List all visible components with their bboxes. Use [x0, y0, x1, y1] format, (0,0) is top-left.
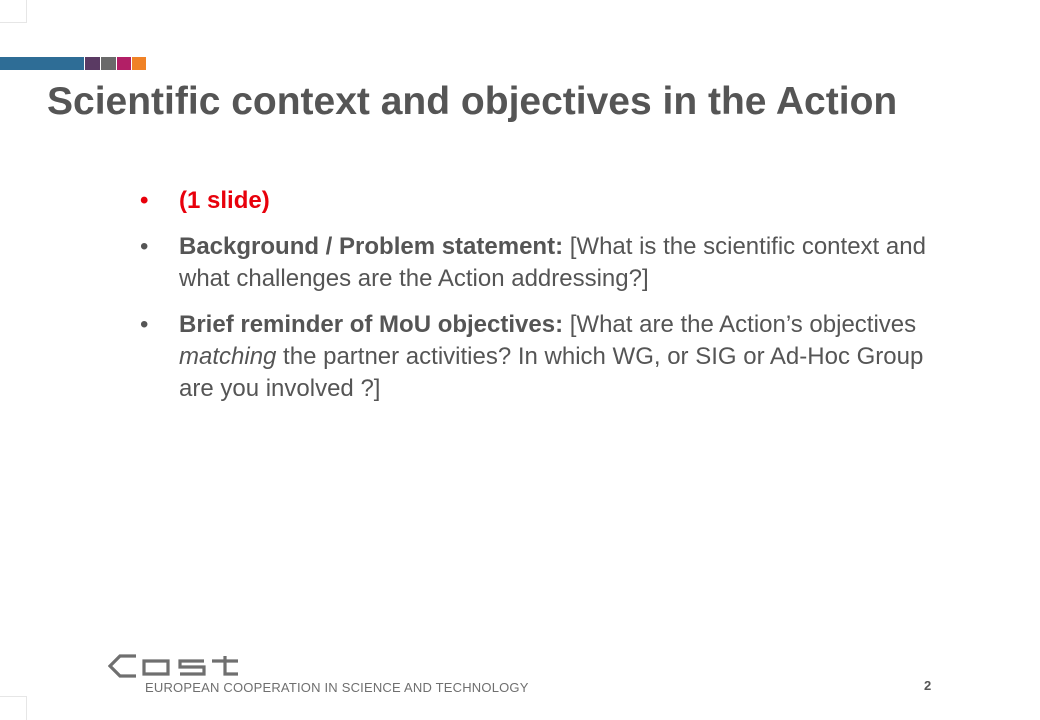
- page-number: 2: [924, 678, 932, 693]
- bullet-emphasis: matching: [179, 343, 277, 370]
- cost-tagline: EUROPEAN COOPERATION IN SCIENCE AND TECHNOLOGY: [145, 680, 529, 695]
- bullet-text: [What is the scientific context and what challenges are the Action addressing?]: [179, 233, 926, 292]
- crop-mark-bottom-h: [0, 696, 27, 697]
- crop-mark-top-h: [0, 22, 27, 23]
- bullet-item: [140, 231, 930, 295]
- bullet-dot: •: [140, 311, 149, 338]
- bullet-dot: •: [140, 187, 149, 214]
- slide-title: Scientific context and objectives in the Action: [47, 80, 898, 123]
- bullet-heading: Brief reminder of MoU objectives:: [179, 311, 564, 338]
- bullet-text: the partner activities? In which WG, or SIG or Ad-Hoc Group are you involved ?]: [179, 343, 924, 402]
- bullet-item: [140, 309, 930, 405]
- accent-bar-purple: [85, 57, 100, 70]
- bullet-text: (1 slide): [179, 187, 270, 214]
- accent-color-bar: [0, 57, 146, 70]
- accent-bar-blue: [0, 57, 84, 70]
- accent-bar-gray: [101, 57, 116, 70]
- bullet-dot: •: [140, 233, 149, 260]
- accent-bar-magenta: [117, 57, 131, 70]
- bullet-item: [140, 185, 930, 217]
- bullet-text: [What are the Action’s objectives: [563, 311, 917, 338]
- bullet-list: [140, 185, 930, 419]
- cost-logo: [108, 653, 243, 679]
- crop-mark-bottom: [26, 696, 27, 720]
- bullet-heading: Background / Problem statement:: [179, 233, 564, 260]
- crop-mark-top: [26, 0, 27, 22]
- accent-bar-orange: [132, 57, 146, 70]
